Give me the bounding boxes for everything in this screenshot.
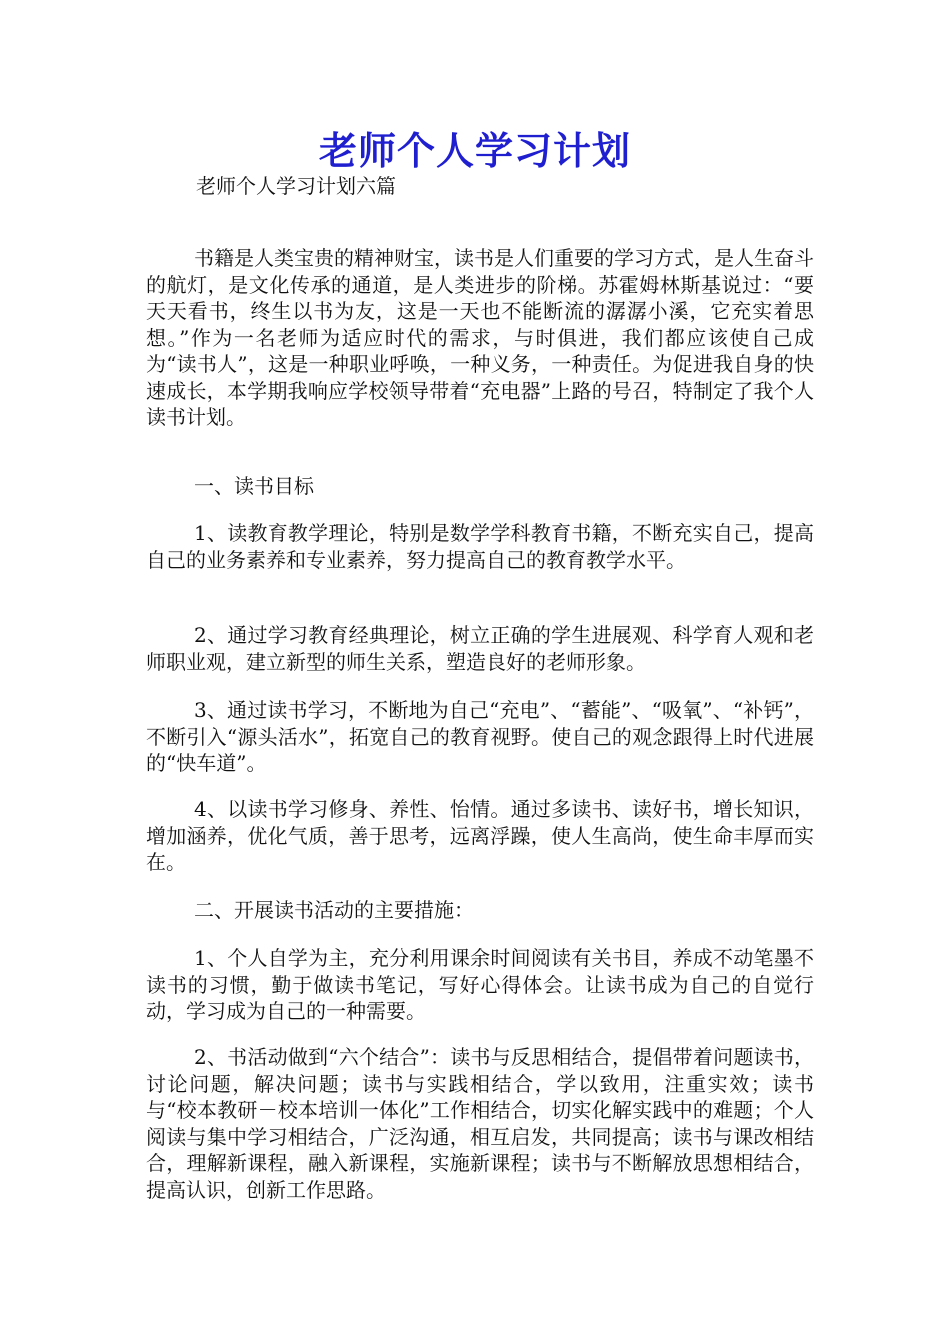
- section1-item-2: 2、通过学习教育经典理论，树立正确的学生进展观、科学育人观和老师职业观，建立新型的师生关系，塑造良好的老师形象。: [146, 623, 814, 674]
- document-subtitle: 老师个人学习计划六篇: [196, 174, 396, 198]
- intro-paragraph: 书籍是人类宝贵的精神财宝，读书是人们重要的学习方式，是人生奋斗的航灯，是文化传承的通道，是人类进步的阶梯。苏霍姆林斯基说过：“要天天看书，终生以书为友，这是一天也不能断流的潺潺小溪，它充实着思想。”作为一名老师为适应时代的需求，与时俱进，我们都应该使自己成为“读书人”，这是一种职业呼唤，一种义务，一种责任。为促进我自身的快速成长，本学期我响应学校领导带着“充电器”上路的号召，特制定了我个人读书计划。: [146, 246, 814, 429]
- section1-item-3: 3、通过读书学习，不断地为自己“充电”、“蓄能”、“吸氧”、“补钙”，不断引入“源头活水”，拓宽自己的教育视野。使自己的观念跟得上时代进展的“快车道”。: [146, 698, 814, 775]
- section1-heading: 一、读书目标: [194, 474, 314, 498]
- section1-item-1: 1、读教育教学理论，特别是数学学科教育书籍，不断充实自己，提高自己的业务素养和专业素养，努力提高自己的教育教学水平。: [146, 521, 814, 572]
- section1-item-4: 4、以读书学习修身、养性、怡情。通过多读书、读好书，增长知识，增加涵养，优化气质，善于思考，远离浮躁，使人生高尚，使生命丰厚而实在。: [146, 797, 814, 874]
- section2-item-1: 1、个人自学为主，充分利用课余时间阅读有关书目，养成不动笔墨不读书的习惯，勤于做读书笔记，写好心得体会。让读书成为自己的自觉行动，学习成为自己的一种需要。: [146, 946, 814, 1023]
- document-title: 老师个人学习计划: [318, 128, 631, 173]
- section2-item-2: 2、书活动做到“六个结合”：读书与反思相结合，提倡带着问题读书，讨论问题，解决问题；读书与实践相结合，学以致用，注重实效；读书与“校本教研－校本培训一体化”工作相结合，切实化解实践中的难题；个人阅读与集中学习相结合，广泛沟通，相互启发，共同提高；读书与课改相结合，理解新课程，融入新课程，实施新课程；读书与不断解放思想相结合，提高认识，创新工作思路。: [146, 1045, 814, 1202]
- section2-heading: 二、开展读书活动的主要措施：: [194, 898, 474, 922]
